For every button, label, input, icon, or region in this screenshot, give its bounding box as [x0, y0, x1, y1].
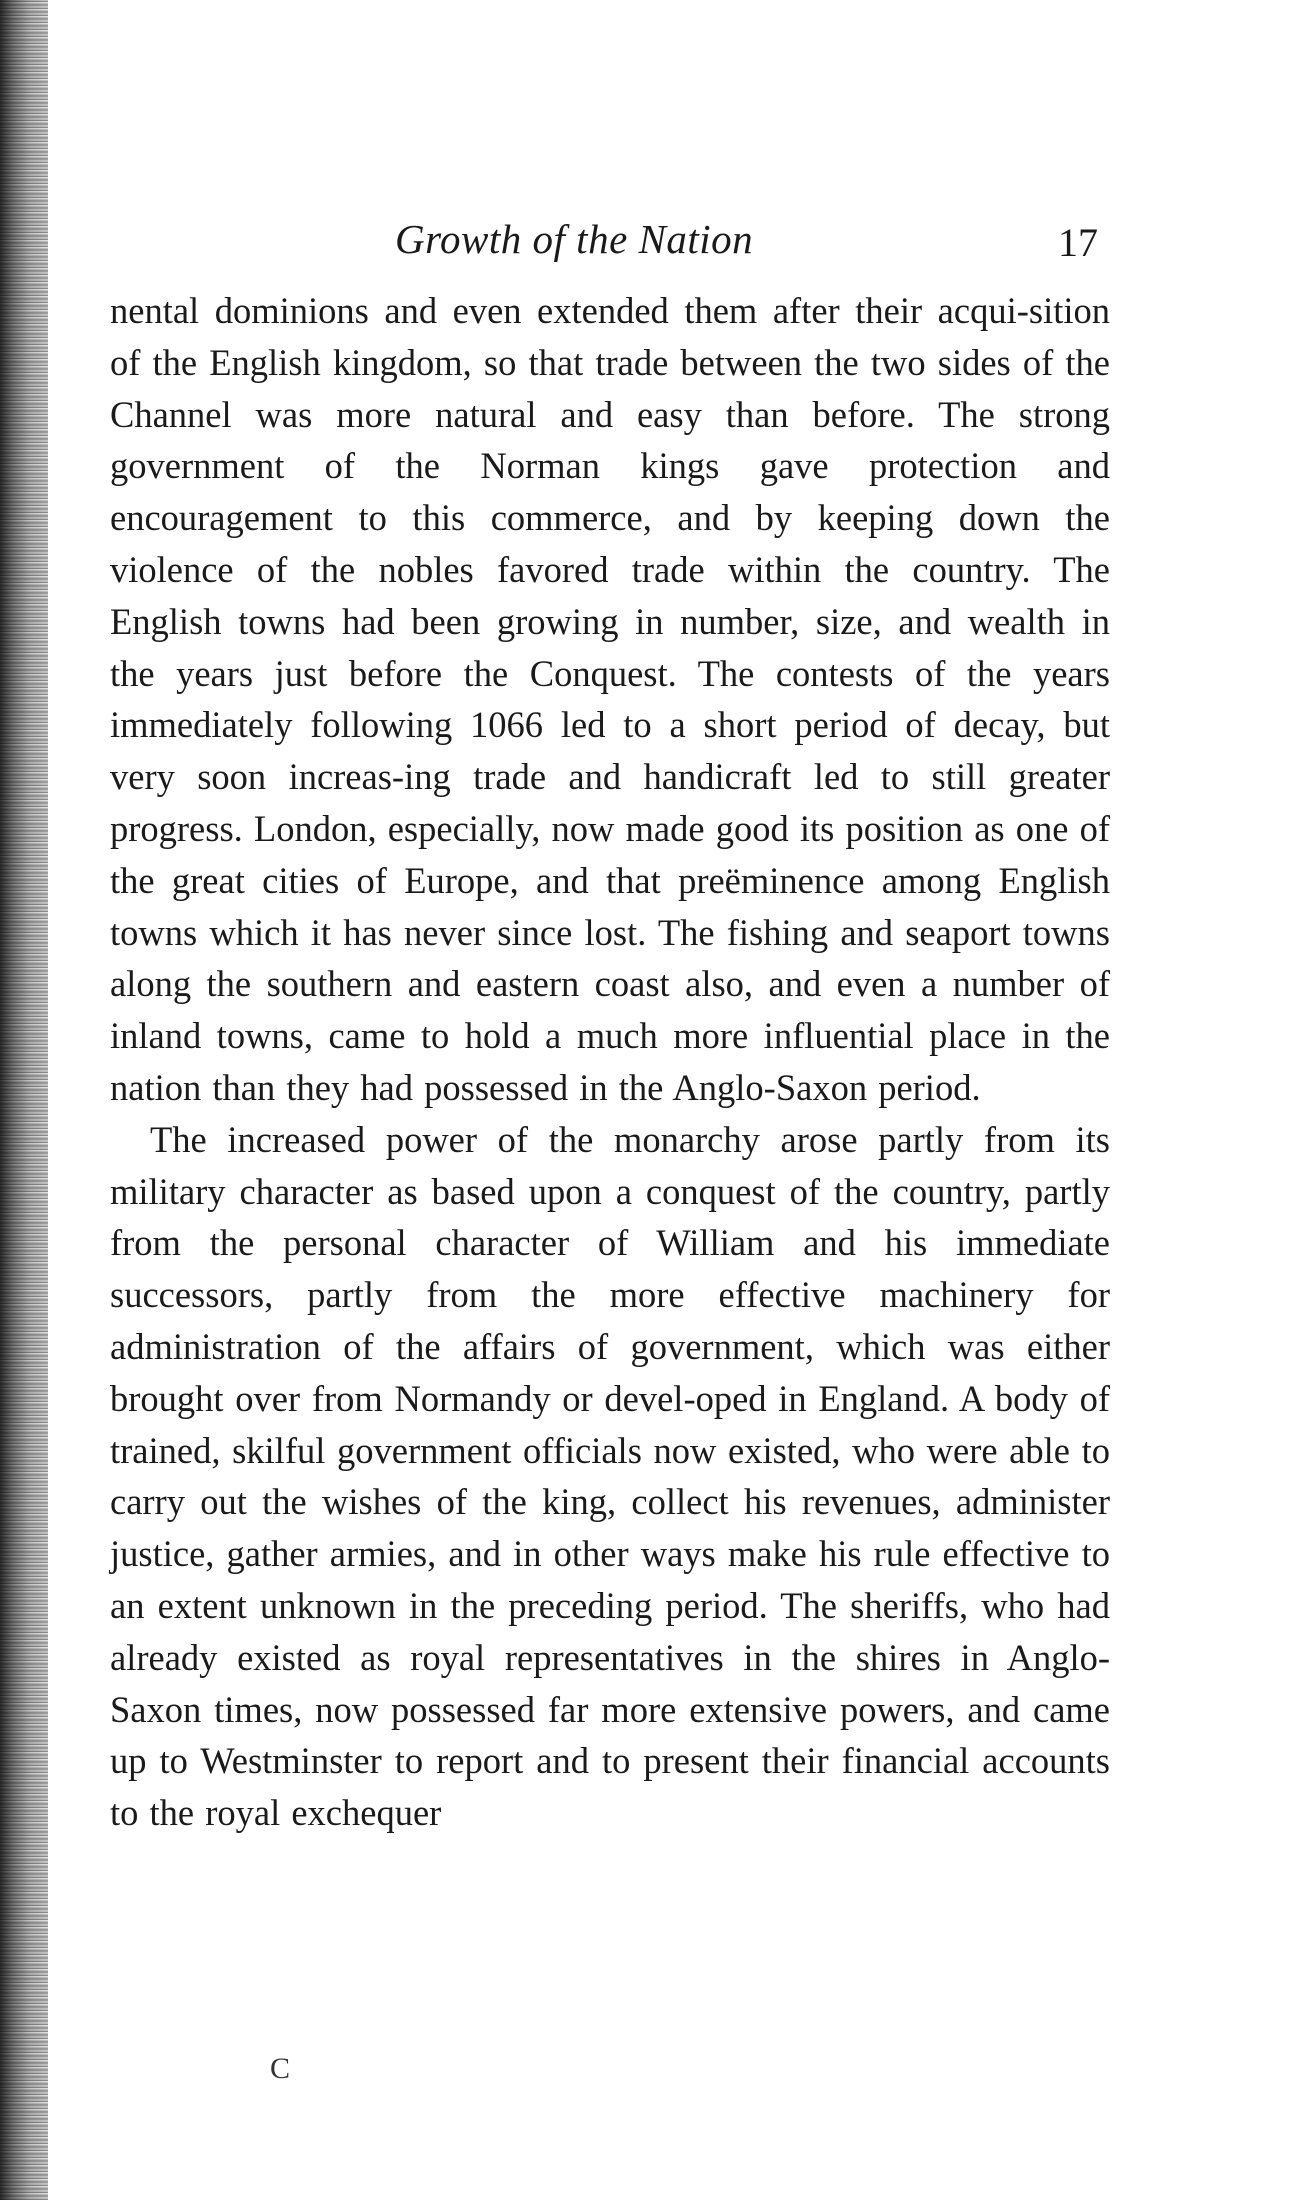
paragraph-1: nental dominions and even extended them after their acqui-sition of the English kingdom, so that trade between the two sides of the Channel was more natural and easy than before. The strong government of the Norman kings gave protection and encouragement to this commerce, and by keeping down the violence of the nobles favored trade within the country. The English towns had been growing in number, size, and wealth in the years just before the Conquest. The contests of the years immediately following 1066 led to a short period of decay, but very soon increas-ing trade and handicraft led to still greater progress. London, especially, now made good its position as one of the great cities of Europe, and that preëminence among English towns which it has never since lost. The fishing and seaport towns along the southern and eastern coast also, and even a number of inland towns, came to hold a much more influential place in the nation than they had possessed in the Anglo-Saxon period.	[110, 290, 1110, 1108]
book-page	[110, 205, 1110, 1839]
signature-mark: C	[270, 2052, 291, 2085]
scan-binding-edge	[0, 0, 48, 2200]
running-title: Growth of the Nation	[395, 216, 754, 262]
body-text	[110, 285, 1110, 1839]
page-number: 17	[1058, 220, 1098, 265]
running-head	[110, 205, 1110, 275]
paragraph-2: The increased power of the monarchy arose partly from its military character as based upon a conquest of the country, partly from the personal character of William and his immediate successors, partly from the more effective machinery for administration of the affairs of government, which was either brought over from Normandy or devel-oped in England. A body of trained, skilful government officials now existed, who were able to carry out the wishes of the king, collect his revenues, administer justice, gather armies, and in other ways make his rule effective to an extent unknown in the preceding period. The sheriffs, who had already existed as royal representatives in the shires in Anglo-Saxon times, now possessed far more extensive powers, and came up to Westminster to report and to present their financial accounts to the royal exchequer	[110, 1118, 1110, 1834]
